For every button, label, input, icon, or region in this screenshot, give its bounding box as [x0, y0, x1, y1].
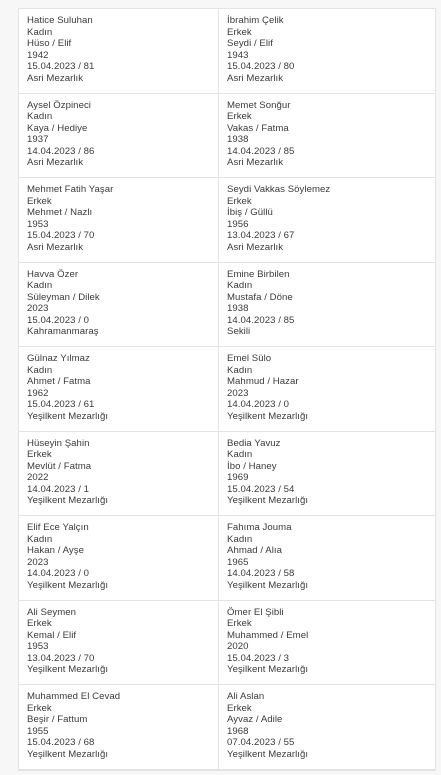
record-place: Yeşilkent Mezarlığı: [27, 664, 109, 676]
record-name: Emine Birbilen: [227, 268, 290, 280]
record-cell: [19, 347, 219, 432]
record-cell: [19, 178, 219, 263]
record-birth-year: 1962: [27, 387, 49, 399]
record-place: Yeşilkent Mezarlığı: [27, 748, 109, 760]
record-cell: [219, 432, 436, 517]
record-place: Yeşilkent Mezarlığı: [227, 579, 309, 591]
record-name: Gülnaz Yılmaz: [27, 353, 90, 364]
record-birth-year: 1956: [227, 218, 249, 230]
record-death-info: 14.04.2023 / 86: [27, 145, 95, 157]
record-cell: [219, 347, 436, 432]
record-parents: Muhammed / Emel: [227, 629, 309, 641]
record-death-info: 14.04.2023 / 85: [227, 314, 295, 326]
record-death-info: 14.04.2023 / 0: [27, 568, 90, 580]
record-place: Yeşilkent Mezarlığı: [27, 410, 109, 422]
record-birth-year: 1953: [27, 641, 49, 653]
record-name: Aysel Özpineci: [27, 99, 91, 111]
record-gender: Erkek: [27, 618, 52, 630]
record-name: Havva Özer: [27, 268, 79, 280]
record-parents: Kemal / Elif: [27, 629, 77, 641]
record-gender: Erkek: [227, 195, 252, 207]
record-name: Bedia Yavuz: [227, 437, 281, 449]
record-name: Hüseyin Şahin: [27, 437, 90, 449]
record-cell: [219, 263, 436, 348]
record-birth-year: 2023: [227, 387, 249, 399]
record-place: Kahramanmaraş: [27, 326, 99, 338]
record-gender: Kadın: [227, 364, 253, 376]
record-cell: [219, 178, 436, 263]
record-birth-year: 1938: [227, 134, 249, 146]
record-death-info: 15.04.2023 / 61: [27, 399, 95, 411]
records-table: [18, 8, 436, 771]
record-death-info: 15.04.2023 / 70: [27, 230, 95, 242]
record-gender: Kadın: [27, 533, 53, 545]
record-gender: Kadın: [227, 280, 253, 292]
record-gender: Kadın: [27, 111, 53, 123]
record-name: Hatice Suluhan: [27, 15, 93, 26]
record-birth-year: 1968: [227, 725, 249, 737]
record-birth-year: 1955: [27, 725, 49, 737]
record-place: Yeşilkent Mezarlığı: [227, 410, 309, 422]
record-gender: Erkek: [227, 111, 252, 123]
record-gender: Erkek: [27, 702, 52, 714]
record-birth-year: 2022: [27, 472, 49, 484]
record-cell: [19, 263, 219, 348]
record-death-info: 15.04.2023 / 80: [227, 61, 295, 73]
record-place: Yeşilkent Mezarlığı: [227, 664, 309, 676]
record-place: Yeşilkent Mezarlığı: [227, 748, 309, 760]
record-place: Asri Mezarlık: [27, 241, 84, 253]
record-cell: [219, 685, 436, 770]
record-parents: Mevlüt / Fatma: [27, 460, 92, 472]
record-death-info: 07.04.2023 / 55: [227, 737, 295, 749]
record-name: İbrahim Çelik: [227, 15, 284, 26]
record-death-info: 15.04.2023 / 3: [227, 652, 290, 664]
record-birth-year: 1943: [227, 49, 249, 61]
record-cell: [19, 601, 219, 686]
record-name: Memet Sonğur: [227, 99, 291, 111]
record-parents: Beşir / Fattum: [27, 714, 88, 726]
record-gender: Kadın: [27, 280, 53, 292]
record-cell: [19, 516, 219, 601]
record-death-info: 14.04.2023 / 0: [227, 399, 290, 411]
record-parents: Mehmet / Nazlı: [27, 207, 93, 219]
record-birth-year: 2023: [27, 303, 49, 315]
record-parents: Ahmet / Fatma: [27, 376, 91, 388]
record-place: Yeşilkent Mezarlığı: [27, 495, 109, 507]
record-name: Ali Aslan: [227, 691, 265, 702]
record-name: Mehmet Fatih Yaşar: [27, 184, 114, 195]
record-parents: Vakas / Fatma: [227, 122, 289, 134]
record-gender: Erkek: [27, 195, 52, 207]
record-birth-year: 1938: [227, 303, 249, 315]
record-gender: Kadın: [227, 449, 253, 461]
record-cell: [219, 516, 436, 601]
record-death-info: 14.04.2023 / 85: [227, 145, 295, 157]
record-parents: Kaya / Hediye: [27, 122, 88, 134]
record-place: Asri Mezarlık: [227, 157, 284, 169]
record-place: Asri Mezarlık: [27, 157, 84, 169]
record-place: Asri Mezarlık: [227, 241, 284, 253]
record-birth-year: 1965: [227, 556, 249, 568]
record-gender: Erkek: [227, 618, 252, 630]
record-parents: İbo / Haney: [227, 460, 277, 472]
record-place: Sekili: [227, 326, 251, 338]
record-death-info: 13.04.2023 / 67: [227, 230, 295, 242]
record-parents: Ahmad / Alıa: [227, 545, 282, 557]
record-name: Ali Seymen: [27, 606, 77, 618]
record-gender: Erkek: [27, 449, 52, 461]
record-place: Asri Mezarlık: [27, 72, 84, 84]
record-parents: Süleyman / Dilek: [27, 291, 100, 303]
record-birth-year: 1942: [27, 49, 49, 61]
record-birth-year: 1969: [227, 472, 249, 484]
record-place: Yeşilkent Mezarlığı: [27, 579, 109, 591]
record-gender: Erkek: [227, 702, 252, 714]
record-name: Elif Ece Yalçın: [27, 522, 89, 533]
record-birth-year: 2020: [227, 641, 249, 653]
record-death-info: 13.04.2023 / 70: [27, 652, 95, 664]
record-death-info: 15.04.2023 / 68: [27, 737, 95, 749]
record-place: Asri Mezarlık: [227, 72, 284, 84]
record-cell: [219, 601, 436, 686]
record-gender: Kadın: [27, 26, 53, 38]
record-name: Ömer El Şibli: [227, 606, 284, 618]
record-parents: Ayvaz / Adile: [227, 714, 283, 726]
record-death-info: 15.04.2023 / 54: [227, 483, 295, 495]
record-death-info: 15.04.2023 / 0: [27, 314, 90, 326]
record-parents: Mahmud / Hazar: [227, 376, 299, 388]
record-name: Muhammed El Cevad: [27, 691, 121, 702]
record-death-info: 14.04.2023 / 1: [27, 483, 90, 495]
record-birth-year: 2023: [27, 556, 49, 568]
record-birth-year: 1953: [27, 218, 49, 230]
record-cell: [19, 685, 219, 770]
record-parents: Hüso / Elif: [27, 38, 72, 50]
record-cell: [219, 9, 436, 94]
record-birth-year: 1937: [27, 134, 49, 146]
record-cell: [219, 94, 436, 179]
record-name: Emel Sülo: [227, 353, 272, 364]
record-cell: [19, 432, 219, 517]
record-gender: Erkek: [227, 26, 252, 38]
record-gender: Kadın: [27, 364, 53, 376]
record-parents: Seydi / Elif: [227, 38, 273, 50]
record-place: Yeşilkent Mezarlığı: [227, 495, 309, 507]
record-name: Fahıma Jouma: [227, 522, 292, 533]
record-parents: Mustafa / Döne: [227, 291, 293, 303]
record-cell: [19, 94, 219, 179]
record-death-info: 15.04.2023 / 81: [27, 61, 95, 73]
record-death-info: 14.04.2023 / 58: [227, 568, 295, 580]
record-name: Seydi Vakkas Söylemez: [227, 184, 331, 195]
record-cell: [19, 9, 219, 94]
record-parents: Hakan / Ayşe: [27, 545, 84, 557]
record-parents: İbiş / Güllü: [227, 207, 273, 219]
record-gender: Kadın: [227, 533, 253, 545]
